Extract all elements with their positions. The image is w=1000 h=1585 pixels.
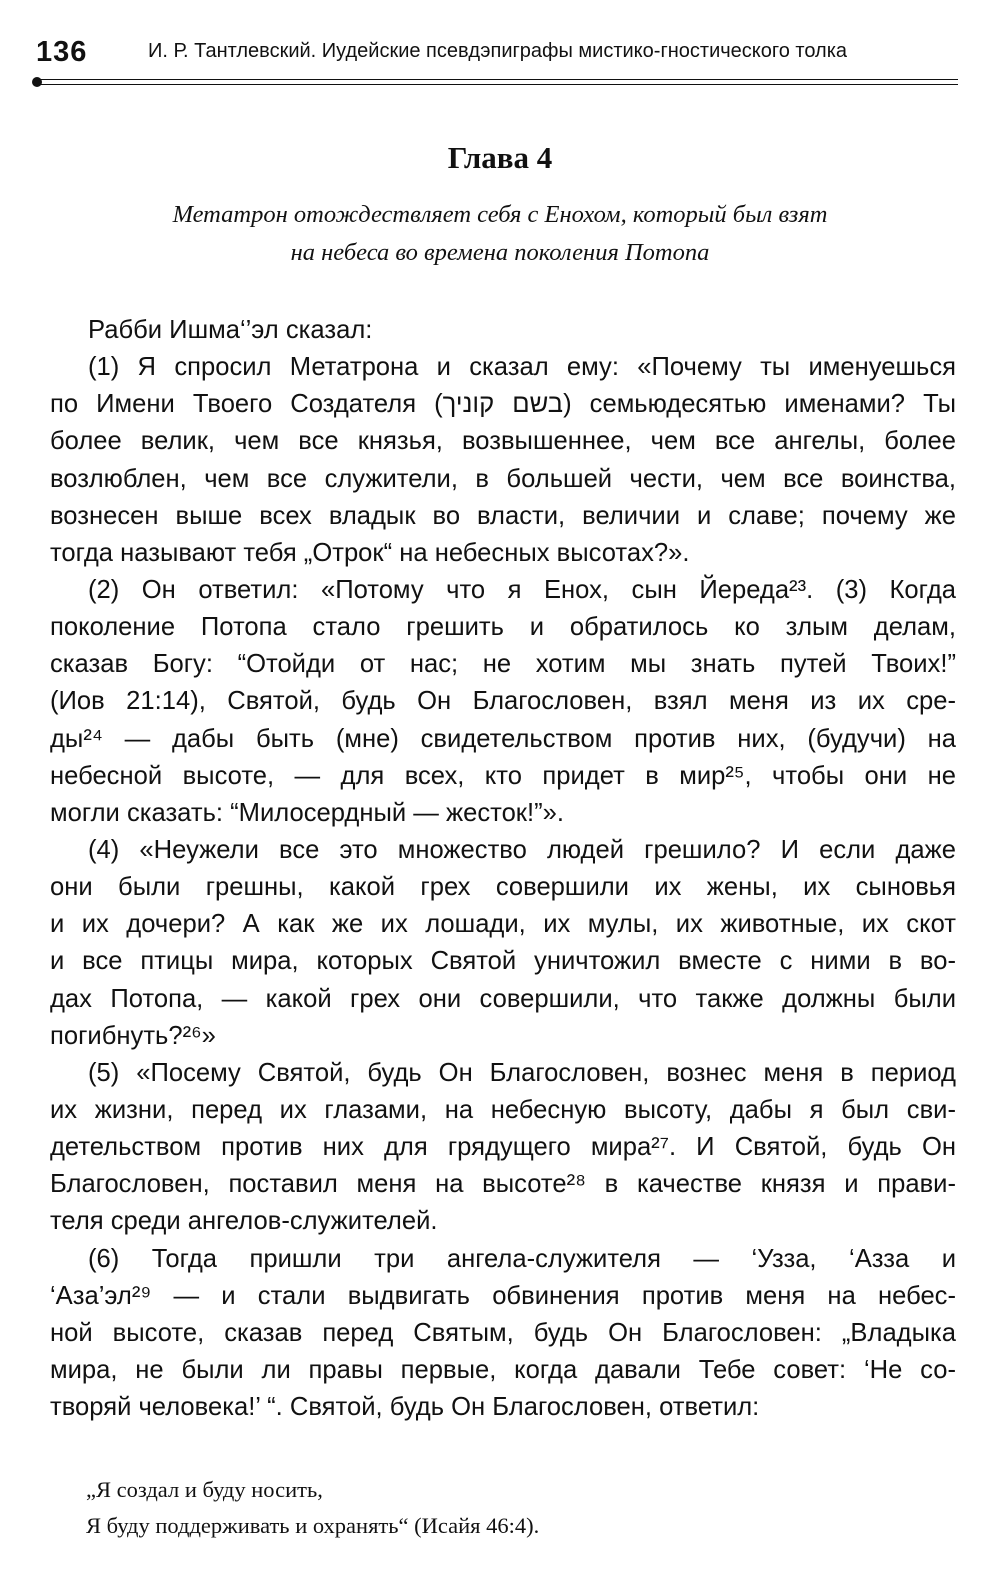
text-line: поколение Потопа стало грешить и обратилось ко злым делам,: [50, 613, 956, 642]
running-title: И. Р. Тантлевский. Иудейские псевдэпиграфы мистико-гностического толка: [148, 40, 848, 62]
text-line: (Иов 21:14), Святой, будь Он Благословен, взял меня из их сре-: [50, 687, 956, 716]
text-line: (5) «Посему Святой, будь Он Благословен, вознес меня в период: [88, 1058, 956, 1087]
header-rule-bottom: [36, 84, 958, 85]
chapter-subtitle-line: на небеса во времена поколения Потопа: [290, 239, 710, 266]
text-line: они были грешны, какой грех совершили их жены, их сыновья: [50, 873, 956, 902]
text-line: Благословен, поставил меня на высоте²⁸ в качестве князя и прави-: [50, 1170, 956, 1199]
running-head: [36, 34, 958, 74]
text-line: мира, не были ли правы первые, когда давали Тебе совет: ‘Не со-: [50, 1355, 956, 1384]
text-line: могли сказать: “Милосердный — жесток!”».: [50, 798, 564, 827]
text-line: вознесен выше всех владык во власти, величии и славе; почему же: [50, 501, 956, 530]
text-line: возлюблен, чем все служители, в большей чести, чем все воинства,: [50, 464, 956, 493]
text-line: (6) Тогда пришли три ангела-служителя — ‘Узза, ‘Азза и: [88, 1244, 956, 1273]
chapter-subtitle-line: Метатрон отождествляет себя с Енохом, который был взят: [172, 201, 828, 228]
text-line: небесной высоте, — для всех, кто придет в мир²⁵, чтобы они не: [50, 761, 956, 790]
text-line: (1) Я спросил Метатрона и сказал ему: «Почему ты именуешься: [88, 353, 956, 382]
quoted-verse: [86, 1472, 886, 1544]
text-line: творяй человека!’ “. Святой, будь Он Благословен, ответил:: [50, 1393, 760, 1422]
body-text: [50, 312, 956, 1426]
page-number: 136: [36, 36, 88, 68]
text-line: (2) Он ответил: «Потому что я Енох, сын Йереда²³. (3) Когда: [88, 575, 956, 604]
text-line: по Имени Твоего Создателя (בשם קוניך) семьюдесятью именами? Ты: [50, 390, 956, 419]
text-line: Рабби Ишма‘’эл сказал:: [88, 316, 373, 344]
text-line: тогда называют тебя „Отрок“ на небесных высотах?».: [50, 538, 690, 567]
text-line: их жизни, перед их глазами, на небесную высоту, дабы я был сви-: [50, 1095, 956, 1124]
header-rule-top: [36, 79, 958, 80]
text-line: и все птицы мира, которых Святой уничтожил вместе с ними в во-: [50, 947, 956, 976]
text-line: дах Потопа, — какой грех они совершили, что также должны были: [50, 984, 956, 1013]
text-line: ды²⁴ — дабы быть (мне) свидетельством против них, (будучи) на: [50, 724, 956, 753]
chapter-subtitle: [50, 196, 950, 272]
text-line: ‘Аза’эл²⁹ — и стали выдвигать обвинения против меня на небес-: [50, 1281, 956, 1310]
text-line: (4) «Неужели все это множество людей грешило? И если даже: [88, 835, 956, 864]
text-line: и их дочери? А как же их лошади, их мулы, их животные, их скот: [50, 910, 956, 939]
text-line: теля среди ангелов-служителей.: [50, 1207, 438, 1236]
text-line: более велик, чем все князья, возвышеннее, чем все ангелы, более: [50, 427, 956, 456]
text-line: сказав Богу: “Отойди от нас; не хотим мы знать путей Твоих!”: [50, 650, 956, 679]
text-line: погибнуть?²⁶»: [50, 1021, 216, 1050]
verse-line: Я буду поддерживать и охранять“ (Исайя 46:4).: [86, 1513, 540, 1538]
chapter-title: Глава 4: [447, 140, 553, 175]
text-line: ной высоте, сказав перед Святым, будь Он Благословен: „Владыка: [50, 1318, 956, 1347]
verse-line: „Я создал и буду носить,: [86, 1477, 323, 1502]
text-line: детельством против них для грядущего мира²⁷. И Святой, будь Он: [50, 1133, 956, 1162]
